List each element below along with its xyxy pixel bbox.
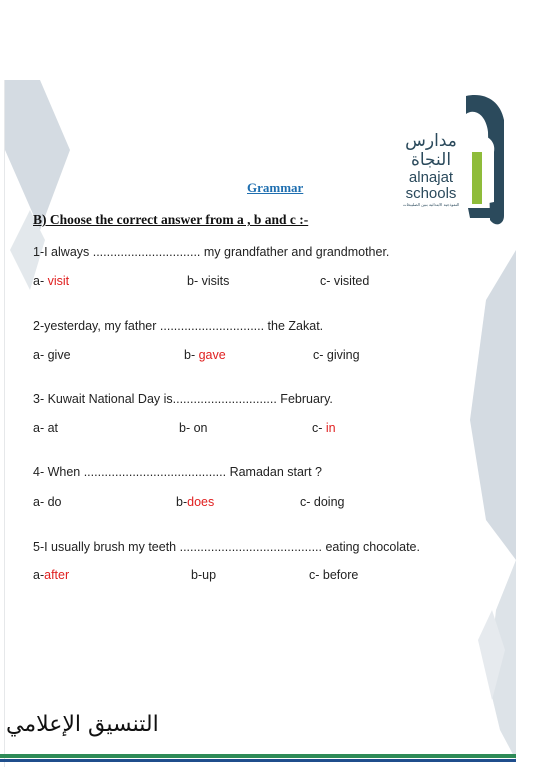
footer-arabic-caption: التنسيق الإعلامي — [6, 712, 159, 737]
question-3: 3- Kuwait National Day is.............................. February. — [33, 392, 333, 406]
option-word: on — [193, 421, 208, 435]
question-2: 2-yesterday, my father .............................. the Zakat. — [33, 319, 324, 333]
logo-latin-line2: schools — [405, 185, 457, 202]
question-3-option-b — [179, 421, 208, 435]
option-word: visited — [333, 274, 370, 288]
option-prefix: b- — [191, 568, 203, 582]
option-word: up — [202, 568, 217, 582]
option-word-correct: after — [44, 568, 70, 582]
option-word-correct: in — [325, 421, 336, 435]
logo-arabic-line1: مدارس — [405, 131, 457, 151]
option-word: give — [47, 348, 71, 362]
option-word-correct: does — [187, 495, 215, 509]
option-word: at — [47, 421, 59, 435]
question-3-option-c — [312, 421, 336, 435]
question-1-option-c — [320, 274, 369, 288]
logo-text — [402, 132, 460, 208]
logo-tagline: النموذجية الابتدائية بنين الصليبخات — [402, 202, 460, 207]
option-prefix: c- — [309, 568, 323, 582]
question-5: 5-I usually brush my teeth ......................................... eating chocolate. — [33, 540, 420, 554]
option-prefix: a- — [33, 568, 45, 582]
question-5-option-c — [309, 568, 358, 582]
option-prefix: b- — [176, 495, 188, 509]
option-prefix: a- — [33, 421, 48, 435]
option-prefix: a- — [33, 495, 48, 509]
footer-green-bar — [0, 754, 516, 758]
option-prefix: c- — [313, 348, 327, 362]
option-prefix: c- — [312, 421, 326, 435]
question-2-option-b — [184, 348, 226, 362]
option-prefix: c- — [300, 495, 314, 509]
question-2-option-c — [313, 348, 360, 362]
question-4-option-b — [176, 495, 214, 509]
option-word-correct: gave — [198, 348, 226, 362]
question-3-option-a — [33, 421, 58, 435]
option-word: giving — [326, 348, 360, 362]
question-5-option-b — [191, 568, 216, 582]
option-prefix: a- — [33, 348, 48, 362]
option-word-correct: visit — [47, 274, 70, 288]
question-5-option-a — [33, 568, 69, 582]
option-prefix: b- — [184, 348, 199, 362]
option-word: before — [322, 568, 359, 582]
question-2-option-a — [33, 348, 71, 362]
option-prefix: c- — [320, 274, 334, 288]
logo-latin-line1: alnajat — [408, 169, 454, 186]
option-word: do — [47, 495, 62, 509]
option-prefix: b- — [179, 421, 194, 435]
question-1: 1-I always ............................... my grandfather and grandmother. — [33, 245, 390, 259]
question-4: 4- When ......................................... Ramadan start ? — [33, 465, 322, 479]
option-word: visits — [201, 274, 230, 288]
option-prefix: b- — [187, 274, 202, 288]
instruction-heading: B) Choose the correct answer from a , b and c :- — [33, 212, 309, 227]
section-title: Grammar — [247, 180, 304, 195]
option-prefix: a- — [33, 274, 48, 288]
footer-blue-bar — [0, 759, 516, 762]
question-1-option-a — [33, 274, 69, 288]
question-1-option-b — [187, 274, 229, 288]
question-4-option-a — [33, 495, 62, 509]
question-4-option-c — [300, 495, 344, 509]
option-word: doing — [313, 495, 345, 509]
logo-arabic-line2: النجاة — [410, 150, 452, 170]
